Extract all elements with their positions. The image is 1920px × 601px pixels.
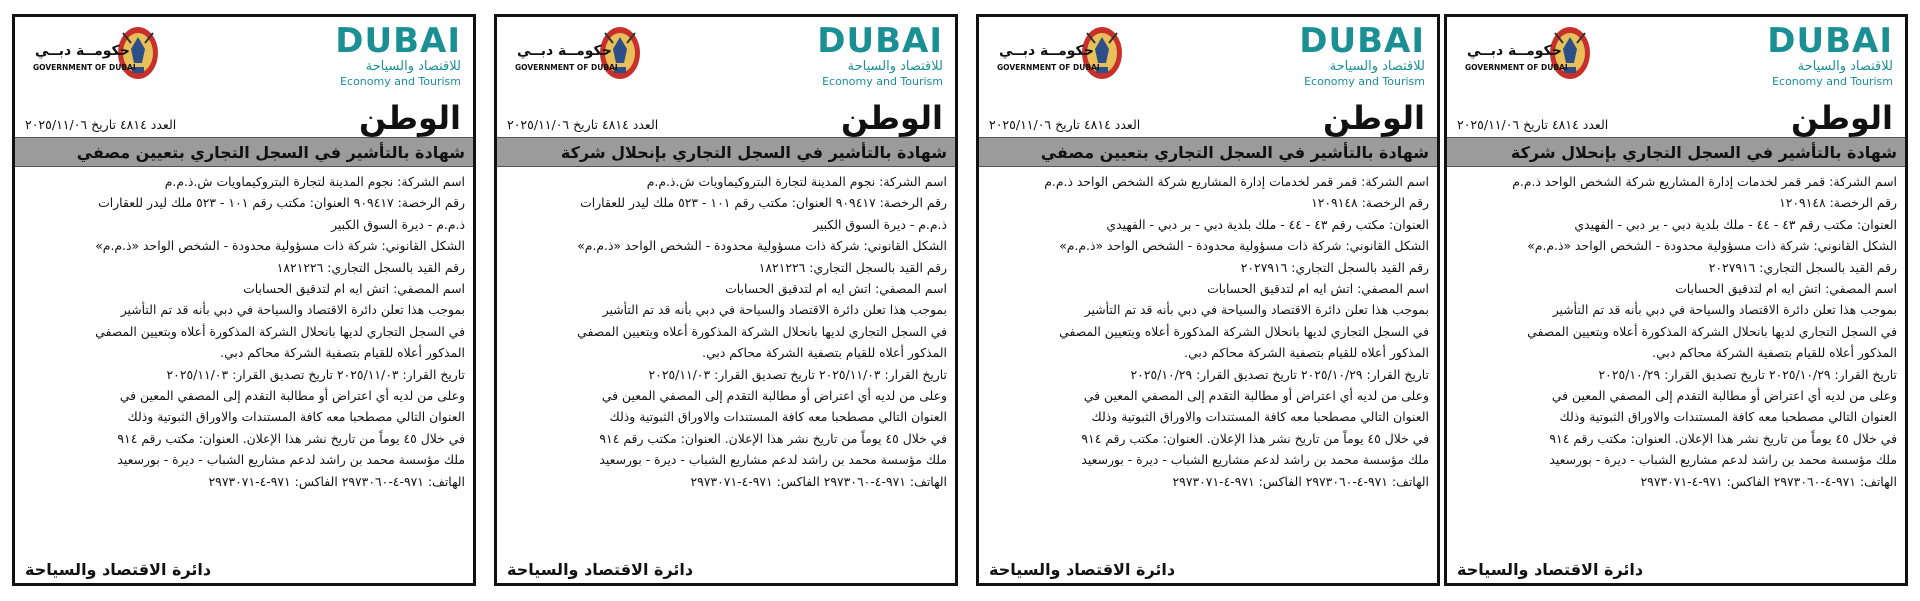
notice-line: تاريخ القرار: ٢٠٢٥/١٠/٢٩ تاريخ تصديق القرار: ٢٠٢٥/١٠/٢٩ <box>1130 366 1429 382</box>
notice-card <box>12 14 476 586</box>
notice-line: العنوان: مكتب رقم ٤٣ - ٤٤ - ملك بلدية دبي - بر دبي - الفهيدي <box>1574 216 1897 232</box>
notice-line: المذكور أعلاه للقيام بتصفية الشركة محاكم دبي. <box>220 345 465 361</box>
department-name: دائرة الاقتصاد والسياحة <box>507 560 694 579</box>
notice-line: ذ.م.م - ديرة السوق الكبير <box>813 216 947 232</box>
notice-line: العنوان التالي مصطحبا معه كافة المستندات والاوراق الثبوتية وذلك <box>609 409 947 425</box>
dubai-logo-word: DUBAI <box>1767 21 1893 61</box>
notice-card <box>1444 14 1908 586</box>
notice-body <box>15 167 473 492</box>
notice-title: شهادة بالتأشير في السجل التجاري بإنحلال شركة <box>560 143 947 162</box>
notice-line: بموجب هذا تعلن دائرة الاقتصاد والسياحة في دبي بأنه قد تم التأشير <box>1084 302 1429 318</box>
notice-header <box>1447 17 1905 135</box>
notice-line: الهاتف: ٩٧١-٤-٢٩٧٣٠٦٠ الفاكس: ٩٧١-٤-٢٩٧٣٠٧١ <box>690 473 947 489</box>
notice-line: في السجل التجاري لديها بانحلال الشركة المذكورة أعلاه وبتعيين المصفي <box>95 323 465 339</box>
notice-line: في خلال ٤٥ يوماً من تاريخ نشر هذا الإعلان. العنوان: مكتب رقم ٩١٤ <box>117 430 465 446</box>
dubai-logo-arabic: للاقتصاد والسياحة <box>365 59 461 74</box>
dubai-logo-english: Economy and Tourism <box>340 75 461 88</box>
dubai-economy-logo <box>1743 23 1893 89</box>
newspaper-name: الوطن <box>359 99 461 137</box>
dubai-logo-english: Economy and Tourism <box>822 75 943 88</box>
notice-line: في السجل التجاري لديها بانحلال الشركة المذكورة أعلاه وبتعيين المصفي <box>1527 323 1897 339</box>
government-english: GOVERNMENT OF DUBAI <box>997 63 1100 72</box>
dubai-logo-arabic: للاقتصاد والسياحة <box>1797 59 1893 74</box>
notice-title-bar <box>979 137 1437 167</box>
government-arabic: حكومــة دبــي <box>35 43 130 59</box>
notice-line: اسم المصفي: اتش ايه ام لتدقيق الحسابات <box>725 281 947 297</box>
notice-line: المذكور أعلاه للقيام بتصفية الشركة محاكم دبي. <box>1184 345 1429 361</box>
newspaper-name: الوطن <box>1323 99 1425 137</box>
notice-card <box>976 14 1440 586</box>
notice-line: الشكل القانوني: شركة ذات مسؤولية محدودة - الشخص الواحد «ذ.م.م» <box>1527 238 1897 254</box>
notice-line: العنوان: مكتب رقم ٤٣ - ٤٤ - ملك بلدية دبي - بر دبي - الفهيدي <box>1106 216 1429 232</box>
dubai-logo-arabic: للاقتصاد والسياحة <box>847 59 943 74</box>
issue-info: العدد ٤٨١٤ تاريخ ٢٠٢٥/١١/٠٦ <box>1457 117 1609 132</box>
notice-line: ذ.م.م - ديرة السوق الكبير <box>331 216 465 232</box>
government-of-dubai-logo <box>1465 23 1595 95</box>
notice-title: شهادة بالتأشير في السجل التجاري بتعيين مصفي <box>1040 143 1429 162</box>
department-name: دائرة الاقتصاد والسياحة <box>25 560 212 579</box>
notice-line: وعلى من لديه أي اعتراض أو مطالبة التقدم إلى المصفي المعين في <box>1551 388 1897 404</box>
notice-body <box>497 167 955 492</box>
notice-line: اسم المصفي: اتش ايه ام لتدقيق الحسابات <box>1207 281 1429 297</box>
dubai-logo-word: DUBAI <box>1299 21 1425 61</box>
notice-line: ملك مؤسسة محمد بن راشد لدعم مشاريع الشباب - ديرة - بورسعيد <box>1549 452 1897 468</box>
notice-line: في السجل التجاري لديها بانحلال الشركة المذكورة أعلاه وبتعيين المصفي <box>577 323 947 339</box>
notice-line: المذكور أعلاه للقيام بتصفية الشركة محاكم دبي. <box>702 345 947 361</box>
notice-title-bar <box>497 137 955 167</box>
government-of-dubai-logo <box>997 23 1127 95</box>
notice-line: تاريخ القرار: ٢٠٢٥/١١/٠٣ تاريخ تصديق القرار: ٢٠٢٥/١١/٠٣ <box>648 366 947 382</box>
notice-line: الشكل القانوني: شركة ذات مسؤولية محدودة - الشخص الواحد «ذ.م.م» <box>95 238 465 254</box>
government-of-dubai-logo <box>515 23 645 95</box>
notice-line: رقم الرخصة: ١٢٠٩١٤٨ <box>1779 195 1897 211</box>
notice-line: اسم الشركة: قمر قمر لخدمات إدارة المشاريع شركة الشخص الواحد ذ.م.م <box>1044 174 1429 189</box>
notice-body <box>979 167 1437 492</box>
issue-info: العدد ٤٨١٤ تاريخ ٢٠٢٥/١١/٠٦ <box>507 117 659 132</box>
notice-title: شهادة بالتأشير في السجل التجاري بإنحلال شركة <box>1510 143 1897 162</box>
government-of-dubai-logo <box>33 23 163 95</box>
notice-line: رقم القيد بالسجل التجاري: ٢٠٢٧٩١٦ <box>1240 259 1429 275</box>
notice-line: تاريخ القرار: ٢٠٢٥/١١/٠٣ تاريخ تصديق القرار: ٢٠٢٥/١١/٠٣ <box>166 366 465 382</box>
government-english: GOVERNMENT OF DUBAI <box>515 63 618 72</box>
notice-line: وعلى من لديه أي اعتراض أو مطالبة التقدم إلى المصفي المعين في <box>601 388 947 404</box>
notice-header <box>979 17 1437 135</box>
notice-line: بموجب هذا تعلن دائرة الاقتصاد والسياحة في دبي بأنه قد تم التأشير <box>120 302 465 318</box>
government-english: GOVERNMENT OF DUBAI <box>1465 63 1568 72</box>
dubai-logo-arabic: للاقتصاد والسياحة <box>1329 59 1425 74</box>
notice-line: في خلال ٤٥ يوماً من تاريخ نشر هذا الإعلان. العنوان: مكتب رقم ٩١٤ <box>1549 430 1897 446</box>
notice-line: رقم القيد بالسجل التجاري: ١٨٢١٢٢٦ <box>276 259 465 275</box>
department-name: دائرة الاقتصاد والسياحة <box>989 560 1176 579</box>
dubai-logo-word: DUBAI <box>335 21 461 61</box>
notice-line: العنوان التالي مصطحبا معه كافة المستندات والاوراق الثبوتية وذلك <box>1559 409 1897 425</box>
notice-line: اسم الشركة: نجوم المدينة لتجارة البتروكيماويات ش.ذ.م.م <box>164 174 465 189</box>
notice-line: في خلال ٤٥ يوماً من تاريخ نشر هذا الإعلان. العنوان: مكتب رقم ٩١٤ <box>599 430 947 446</box>
notice-line: بموجب هذا تعلن دائرة الاقتصاد والسياحة في دبي بأنه قد تم التأشير <box>1552 302 1897 318</box>
newspaper-name: الوطن <box>1791 99 1893 137</box>
notice-line: وعلى من لديه أي اعتراض أو مطالبة التقدم إلى المصفي المعين في <box>1083 388 1429 404</box>
dubai-logo-word: DUBAI <box>817 21 943 61</box>
dubai-logo-english: Economy and Tourism <box>1772 75 1893 88</box>
notice-header <box>15 17 473 135</box>
notice-line: في خلال ٤٥ يوماً من تاريخ نشر هذا الإعلان. العنوان: مكتب رقم ٩١٤ <box>1081 430 1429 446</box>
department-name: دائرة الاقتصاد والسياحة <box>1457 560 1644 579</box>
government-arabic: حكومــة دبــي <box>517 43 612 59</box>
notice-title: شهادة بالتأشير في السجل التجاري بتعيين مصفي <box>76 143 465 162</box>
notice-line: رقم الرخصة: ٩٠٩٤١٧ العنوان: مكتب رقم ١٠١ - ٥٢٣ ملك ليدر للعقارات <box>580 195 947 211</box>
notice-line: الشكل القانوني: شركة ذات مسؤولية محدودة - الشخص الواحد «ذ.م.م» <box>577 238 947 254</box>
notice-line: تاريخ القرار: ٢٠٢٥/١٠/٢٩ تاريخ تصديق القرار: ٢٠٢٥/١٠/٢٩ <box>1598 366 1897 382</box>
notice-line: رقم الرخصة: ٩٠٩٤١٧ العنوان: مكتب رقم ١٠١ - ٥٢٣ ملك ليدر للعقارات <box>98 195 465 211</box>
notice-line: ملك مؤسسة محمد بن راشد لدعم مشاريع الشباب - ديرة - بورسعيد <box>599 452 947 468</box>
dubai-logo-english: Economy and Tourism <box>1304 75 1425 88</box>
notice-line: الهاتف: ٩٧١-٤-٢٩٧٣٠٦٠ الفاكس: ٩٧١-٤-٢٩٧٣٠٧١ <box>1172 473 1429 489</box>
dubai-economy-logo <box>793 23 943 89</box>
notice-line: العنوان التالي مصطحبا معه كافة المستندات والاوراق الثبوتية وذلك <box>127 409 465 425</box>
notice-line: اسم المصفي: اتش ايه ام لتدقيق الحسابات <box>1675 281 1897 297</box>
notice-line: اسم المصفي: اتش ايه ام لتدقيق الحسابات <box>243 281 465 297</box>
notice-line: بموجب هذا تعلن دائرة الاقتصاد والسياحة في دبي بأنه قد تم التأشير <box>602 302 947 318</box>
notice-header <box>497 17 955 135</box>
government-arabic: حكومــة دبــي <box>1467 43 1562 59</box>
notice-body <box>1447 167 1905 492</box>
notice-line: ملك مؤسسة محمد بن راشد لدعم مشاريع الشباب - ديرة - بورسعيد <box>1081 452 1429 468</box>
newspaper-name: الوطن <box>841 99 943 137</box>
government-arabic: حكومــة دبــي <box>999 43 1094 59</box>
notice-line: رقم الرخصة: ١٢٠٩١٤٨ <box>1311 195 1429 211</box>
issue-info: العدد ٤٨١٤ تاريخ ٢٠٢٥/١١/٠٦ <box>989 117 1141 132</box>
notice-line: الهاتف: ٩٧١-٤-٢٩٧٣٠٦٠ الفاكس: ٩٧١-٤-٢٩٧٣٠٧١ <box>1640 473 1897 489</box>
notice-line: اسم الشركة: نجوم المدينة لتجارة البتروكيماويات ش.ذ.م.م <box>646 174 947 189</box>
notice-line: رقم القيد بالسجل التجاري: ١٨٢١٢٢٦ <box>758 259 947 275</box>
notice-line: رقم القيد بالسجل التجاري: ٢٠٢٧٩١٦ <box>1708 259 1897 275</box>
notice-line: ملك مؤسسة محمد بن راشد لدعم مشاريع الشباب - ديرة - بورسعيد <box>117 452 465 468</box>
notice-line: المذكور أعلاه للقيام بتصفية الشركة محاكم دبي. <box>1652 345 1897 361</box>
notice-title-bar <box>1447 137 1905 167</box>
dubai-economy-logo <box>1275 23 1425 89</box>
notice-line: في السجل التجاري لديها بانحلال الشركة المذكورة أعلاه وبتعيين المصفي <box>1059 323 1429 339</box>
notice-line: الهاتف: ٩٧١-٤-٢٩٧٣٠٦٠ الفاكس: ٩٧١-٤-٢٩٧٣٠٧١ <box>208 473 465 489</box>
notice-line: وعلى من لديه أي اعتراض أو مطالبة التقدم إلى المصفي المعين في <box>119 388 465 404</box>
notice-line: الشكل القانوني: شركة ذات مسؤولية محدودة - الشخص الواحد «ذ.م.م» <box>1059 238 1429 254</box>
notice-title-bar <box>15 137 473 167</box>
government-english: GOVERNMENT OF DUBAI <box>33 63 136 72</box>
dubai-economy-logo <box>311 23 461 89</box>
notice-line: اسم الشركة: قمر قمر لخدمات إدارة المشاريع شركة الشخص الواحد ذ.م.م <box>1512 174 1897 189</box>
issue-info: العدد ٤٨١٤ تاريخ ٢٠٢٥/١١/٠٦ <box>25 117 177 132</box>
notice-card <box>494 14 958 586</box>
notice-line: العنوان التالي مصطحبا معه كافة المستندات والاوراق الثبوتية وذلك <box>1091 409 1429 425</box>
